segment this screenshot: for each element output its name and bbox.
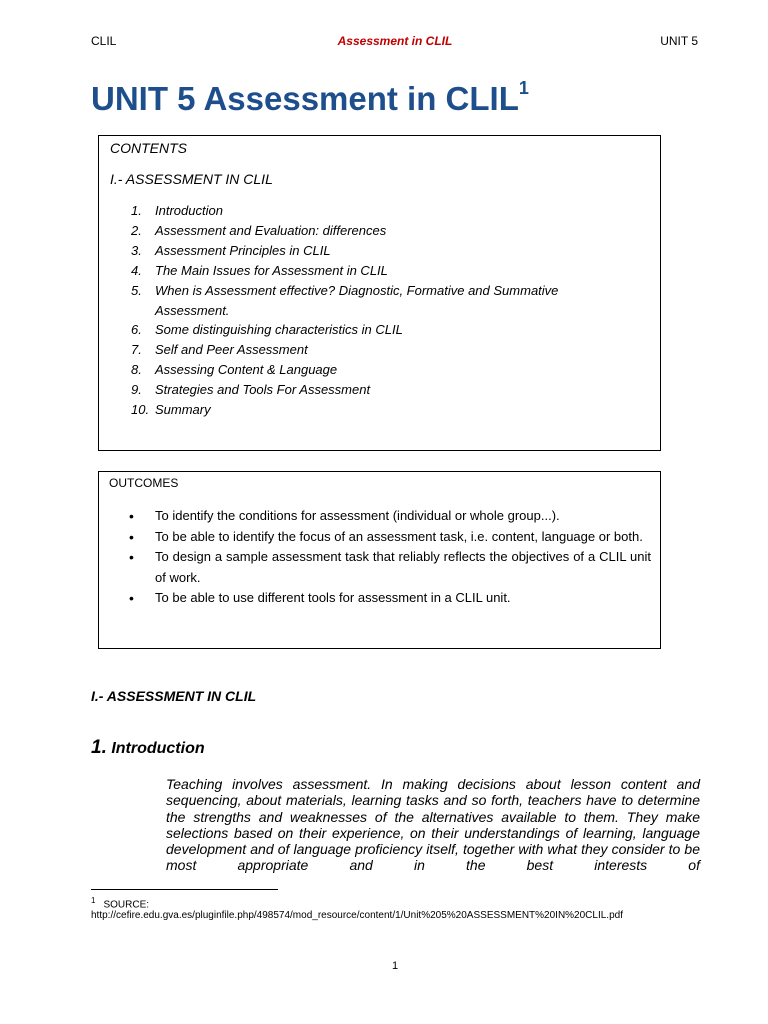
outcomes-list bbox=[129, 506, 651, 609]
toc-item-number: 8. bbox=[131, 362, 142, 378]
bullet-icon: • bbox=[129, 508, 134, 524]
outcome-text: To be able to identify the focus of an assessment task, i.e. content, language or both. bbox=[155, 528, 643, 544]
toc-item bbox=[131, 400, 631, 420]
toc-item-text: Assessing Content & Language bbox=[155, 362, 338, 378]
toc-item bbox=[131, 221, 631, 241]
bullet-icon: • bbox=[129, 528, 134, 545]
page-title bbox=[91, 80, 529, 118]
toc-item-text: Strategies and Tools For Assessment bbox=[155, 382, 371, 398]
toc-item-number: 1. bbox=[131, 203, 142, 218]
title-footnote-marker: 1 bbox=[518, 78, 529, 98]
footnote-url: http://cefire.edu.gva.es/pluginfile.php/498574/mod_resource/content/1/Unit%205%20ASSESSMENT%20IN%20CLIL.pdf bbox=[91, 910, 623, 921]
outcome-text: To design a sample assessment task that reliably reflects the objectives of a CLIL unit of work. bbox=[155, 549, 651, 585]
footnote-marker: 1 bbox=[91, 896, 96, 905]
outcome-text: To identify the conditions for assessment (individual or whole group...). bbox=[155, 508, 560, 523]
toc-item-text: Some distinguishing characteristics in CLIL bbox=[155, 322, 403, 338]
header-center: Assessment in CLIL bbox=[337, 34, 453, 48]
outcomes-heading: OUTCOMES bbox=[109, 476, 179, 490]
footnote-source bbox=[91, 896, 149, 910]
subsection-number: 1. bbox=[91, 737, 107, 758]
toc-item-number: 5. bbox=[131, 282, 142, 298]
toc-item-text: Summary bbox=[155, 402, 211, 418]
toc-item bbox=[131, 360, 631, 380]
outcome-item bbox=[129, 547, 651, 588]
contents-heading: CONTENTS bbox=[110, 140, 187, 156]
toc-item bbox=[131, 241, 631, 261]
toc-item-text: Assessment and Evaluation: differences bbox=[155, 222, 387, 238]
header-right: UNIT 5 bbox=[660, 34, 698, 48]
outcome-item bbox=[129, 588, 651, 609]
footnote-label: SOURCE: bbox=[103, 899, 150, 911]
outcome-item bbox=[129, 506, 651, 527]
footnote-divider bbox=[91, 889, 278, 890]
toc-item bbox=[131, 340, 631, 360]
subsection-heading bbox=[91, 737, 205, 759]
outcome-item bbox=[129, 527, 651, 548]
bullet-icon: • bbox=[129, 590, 134, 606]
bullet-icon: • bbox=[129, 549, 134, 565]
toc-item bbox=[131, 201, 631, 221]
toc-item-number: 2. bbox=[131, 222, 142, 238]
toc-item-text: Self and Peer Assessment bbox=[155, 342, 308, 358]
toc-item-text: The Main Issues for Assessment in CLIL bbox=[155, 262, 388, 278]
toc-item-number: 3. bbox=[131, 242, 142, 258]
toc-item bbox=[131, 261, 631, 281]
outcomes-box bbox=[98, 471, 661, 649]
toc-item-text: Assessment Principles in CLIL bbox=[155, 242, 331, 258]
section-heading: I.- ASSESSMENT IN CLIL bbox=[91, 688, 257, 704]
toc-item bbox=[131, 380, 631, 400]
toc-item bbox=[131, 281, 631, 321]
toc-item-number: 4. bbox=[131, 262, 142, 278]
subsection-title: Introduction bbox=[111, 740, 205, 757]
toc-item bbox=[131, 320, 631, 340]
toc-item-number: 7. bbox=[131, 342, 142, 358]
page-number: 1 bbox=[391, 960, 399, 972]
contents-box bbox=[98, 135, 661, 451]
page-title-text: UNIT 5 Assessment in CLIL bbox=[91, 80, 519, 117]
outcome-text: To be able to use different tools for assessment in a CLIL unit. bbox=[155, 590, 511, 605]
toc-item-number: 10. bbox=[131, 402, 150, 418]
toc-item-number: 9. bbox=[131, 382, 142, 398]
contents-subheading: I.- ASSESSMENT IN CLIL bbox=[110, 171, 273, 187]
toc-item-text: Introduction bbox=[155, 203, 223, 218]
toc-item-number: 6. bbox=[131, 322, 142, 338]
intro-paragraph: Teaching involves assessment. In making decisions about lesson content and sequencing, about materials, learning tasks and so forth, teachers have to determine the strengths and weaknesses of the alternatives available to them. They make selections based on their experience, on their understandings of learning, language development and of language proficiency itself, together with what they consider to be most appropriate and in the best interests of bbox=[166, 776, 700, 874]
toc-item-text: When is Assessment effective? Diagnostic, Formative and Summative Assessment. bbox=[155, 282, 559, 318]
table-of-contents bbox=[131, 201, 631, 420]
header-left: CLIL bbox=[91, 34, 117, 48]
